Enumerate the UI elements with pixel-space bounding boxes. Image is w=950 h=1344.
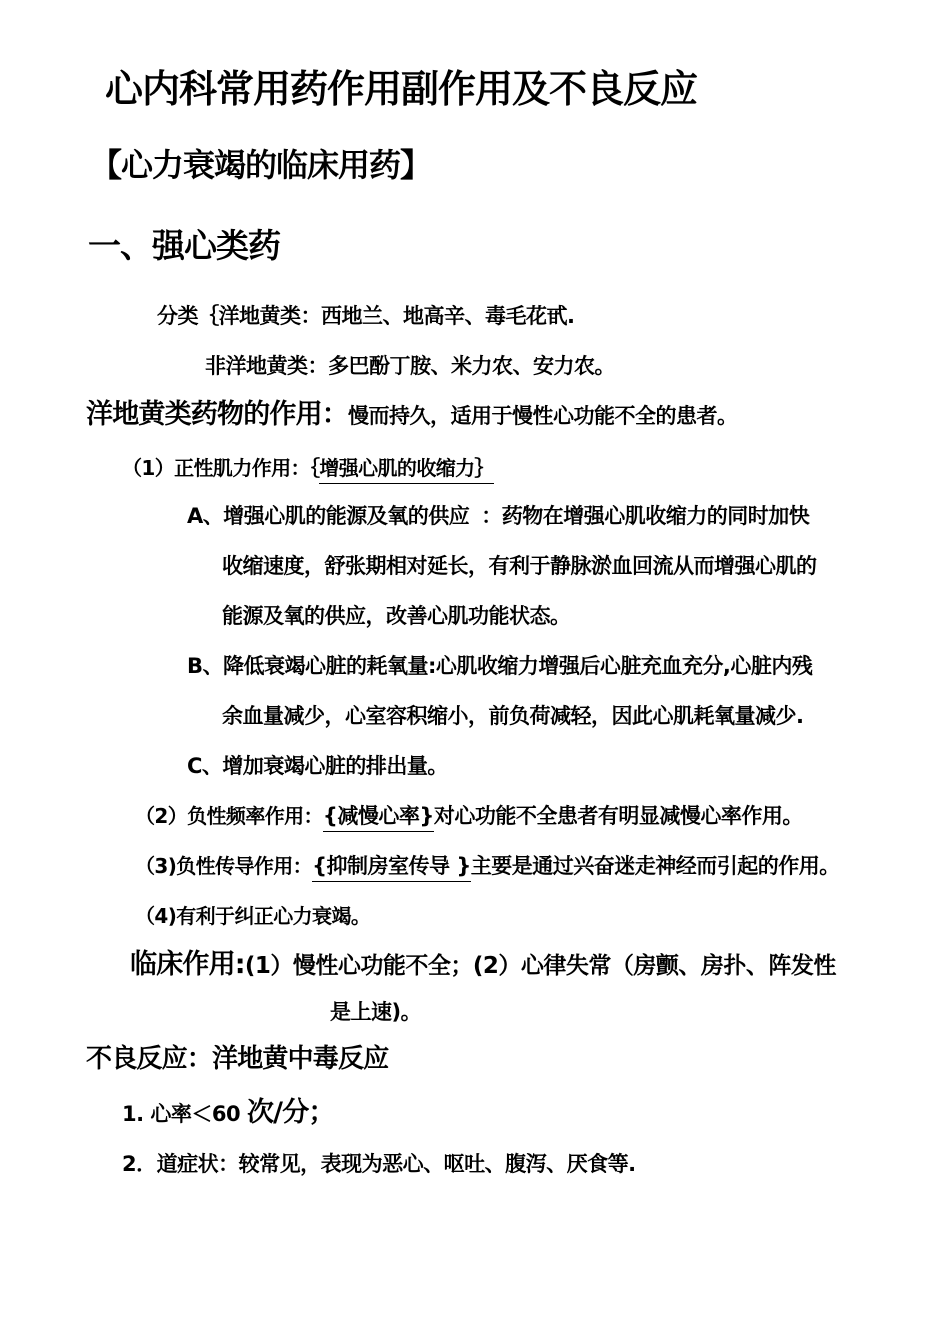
positive-inotropic-row xyxy=(122,452,494,481)
non-digitalis-list: 非洋地黄类：多巴酚丁胺、米力农、安力农。 xyxy=(205,354,615,378)
adverse-item-1-text: 1. 心率＜60 xyxy=(122,1102,247,1126)
item-a-text-1: ：药物在增强心肌收缩力的同时加快 xyxy=(481,504,810,528)
item-4-text: （4)有利于纠正心力衰竭。 xyxy=(135,904,371,928)
item-b-text-1: B、降低衰竭心脏的耗氧量:心肌收缩力增强后心脏充血充分,心脏内残 xyxy=(187,654,813,678)
clinical-text-2: 是上速)。 xyxy=(330,1000,422,1024)
adverse-reaction-heading: 不良反应：洋地黄中毒反应 xyxy=(86,1044,389,1074)
adverse-item-1-unit: 次/分； xyxy=(246,1097,335,1128)
clinical-row-1 xyxy=(130,942,836,981)
negative-chronotropic-prefix: （2）负性频率作用： xyxy=(135,804,323,828)
negative-chronotropic-row xyxy=(135,800,803,830)
section-heading: 【心力衰竭的临床用药】 xyxy=(90,146,432,184)
item-a-text-3: 能源及氧的供应，改善心肌功能状态。 xyxy=(222,604,571,628)
positive-inotropic-key: 增强心肌的收缩力｝ xyxy=(319,456,494,484)
negative-dromotropic-row xyxy=(135,850,840,880)
digitalis-effect-label: 洋地黄类药物的作用： xyxy=(86,399,348,430)
digitalis-list: 洋地黄类：西地兰、地高辛、毒毛花甙. xyxy=(218,304,575,328)
page-title: 心内科常用药作用副作用及不良反应 xyxy=(105,67,698,111)
heading-cardiotonic-drugs: 一、强心类药 xyxy=(88,226,280,265)
negative-chronotropic-key: {减慢心率} xyxy=(323,804,434,832)
classification-row-1 xyxy=(157,300,574,330)
negative-dromotropic-key: {抑制房室传导 } xyxy=(312,854,471,882)
item-a-row-1 xyxy=(187,500,809,530)
digitalis-effect-row xyxy=(86,392,738,431)
positive-inotropic-prefix: （1）正性肌力作用：｛ xyxy=(122,456,320,480)
item-a-text-2: 收缩速度，舒张期相对延长，有利于静脉淤血回流从而增强心肌的 xyxy=(222,554,817,578)
clinical-text-1: (1）慢性心功能不全；(2）心律失常（房颤、房扑、阵发性 xyxy=(244,953,836,979)
negative-chronotropic-text: 对心功能不全患者有明显减慢心率作用。 xyxy=(433,804,803,828)
clinical-label: 临床作用: xyxy=(130,949,245,980)
negative-dromotropic-text: 主要是通过兴奋迷走神经而引起的作用。 xyxy=(470,854,840,878)
negative-dromotropic-prefix: （3)负性传导作用： xyxy=(135,854,313,878)
item-b-text-2: 余血量减少，心室容积缩小，前负荷减轻，因此心肌耗氧量减少. xyxy=(222,704,804,728)
digitalis-effect-text: 慢而持久，适用于慢性心功能不全的患者。 xyxy=(348,404,738,428)
item-a-title: A、增强心肌的能源及氧的供应 xyxy=(187,504,470,528)
item-c-text: C、增加衰竭心脏的排出量。 xyxy=(187,754,448,778)
adverse-item-2: 2．道症状：较常见，表现为恶心、呕吐、腹泻、厌食等. xyxy=(122,1152,636,1176)
classification-label: 分类｛ xyxy=(157,304,219,328)
adverse-item-1 xyxy=(122,1090,335,1129)
